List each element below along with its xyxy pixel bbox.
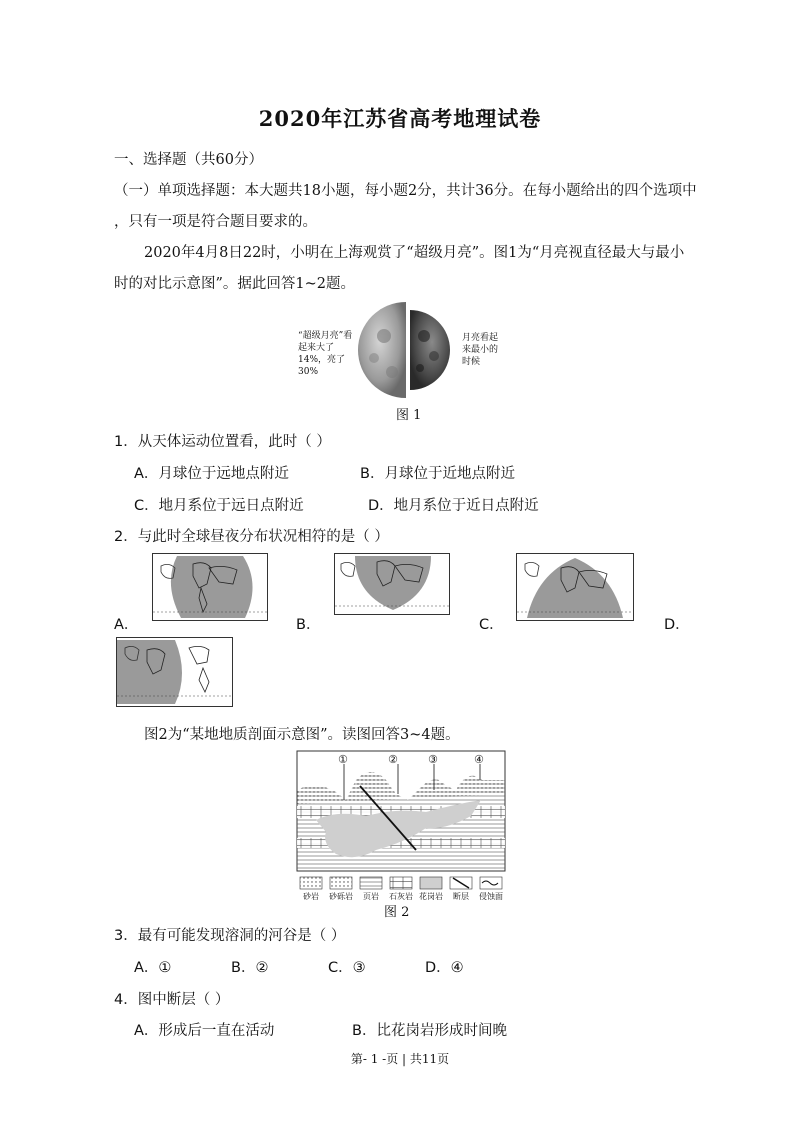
intro-1-line-2: 时的对比示意图”。据此回答1~2题。	[114, 276, 356, 292]
map-b	[334, 553, 450, 615]
fig1-caption: 图 1	[396, 408, 422, 423]
legend-granite: 花岗岩	[419, 892, 443, 901]
legend-erosion-surface: 侵蚀面	[479, 892, 503, 901]
q4-option-b[interactable]: B．比花岗岩形成时间晚	[352, 1023, 507, 1039]
fig2-caption: 图 2	[384, 905, 410, 920]
q3-option-a[interactable]: A．①	[134, 960, 172, 976]
marker-1: ①	[338, 753, 348, 766]
q2-option-b[interactable]: B．	[296, 617, 321, 633]
fig1-right-note: 月亮看起来最小的时候	[462, 333, 499, 367]
q1-stem: 1．从天体运动位置看，此时（ ）	[114, 434, 331, 450]
fig1-left-note: “超级月亮”看起来大了14%，亮了30%	[298, 331, 353, 377]
intro-2: 图2为“某地地质剖面示意图”。读图回答3~4题。	[144, 727, 460, 743]
instruction-line-2: ，只有一项是符合题目要求的。	[114, 214, 317, 230]
q3-option-c[interactable]: C．③	[328, 960, 366, 976]
map-d	[116, 637, 233, 707]
q4-stem: 4．图中断层（ ）	[114, 992, 230, 1008]
legend-limestone: 石灰岩	[389, 892, 413, 901]
legend-conglomerate: 砂砾岩	[329, 892, 353, 901]
page-footer: 第- 1 -页 | 共11页	[350, 1052, 450, 1066]
legend-fault: 断层	[453, 892, 469, 901]
q1-option-a[interactable]: A．月球位于远地点附近	[134, 466, 289, 482]
q1-option-c[interactable]: C．地月系位于远日点附近	[134, 498, 304, 514]
q3-stem: 3．最有可能发现溶洞的河谷是（ ）	[114, 928, 346, 944]
marker-4: ④	[474, 753, 484, 766]
q4-option-a[interactable]: A．形成后一直在活动	[134, 1023, 275, 1039]
figure-1	[298, 298, 504, 423]
q1-option-d[interactable]: D．地月系位于近日点附近	[368, 498, 539, 514]
fig2-legend	[298, 876, 504, 900]
map-c	[516, 553, 634, 621]
moon-comparison-image	[354, 298, 460, 402]
map-a	[152, 553, 268, 621]
q2-option-d[interactable]: D．	[664, 617, 690, 633]
instruction-line-1: （一）单项选择题：本大题共18小题，每小题2分，共计36分。在每小题给出的四个选项中	[114, 183, 697, 199]
q3-option-b[interactable]: B．②	[231, 960, 269, 976]
q1-option-b[interactable]: B．月球位于近地点附近	[360, 466, 515, 482]
q3-option-d[interactable]: D．④	[425, 960, 464, 976]
page-title: 2020年江苏省高考地理试卷	[258, 106, 542, 131]
marker-3: ③	[428, 753, 438, 766]
marker-2: ②	[388, 753, 398, 766]
section-heading: 一、选择题（共60分）	[114, 152, 263, 168]
intro-1-line-1: 2020年4月8日22时，小明在上海观赏了“超级月亮”。图1为“月亮视直径最大与最小	[144, 245, 685, 261]
q2-stem: 2．与此时全球昼夜分布状况相符的是（ ）	[114, 529, 389, 545]
q2-option-c[interactable]: C．	[479, 617, 504, 633]
legend-sandstone: 砂岩	[303, 892, 319, 901]
q2-option-a[interactable]: A．	[114, 617, 139, 633]
figure-2	[296, 750, 506, 920]
legend-shale: 页岩	[363, 892, 379, 901]
cross-section-diagram	[296, 750, 506, 872]
